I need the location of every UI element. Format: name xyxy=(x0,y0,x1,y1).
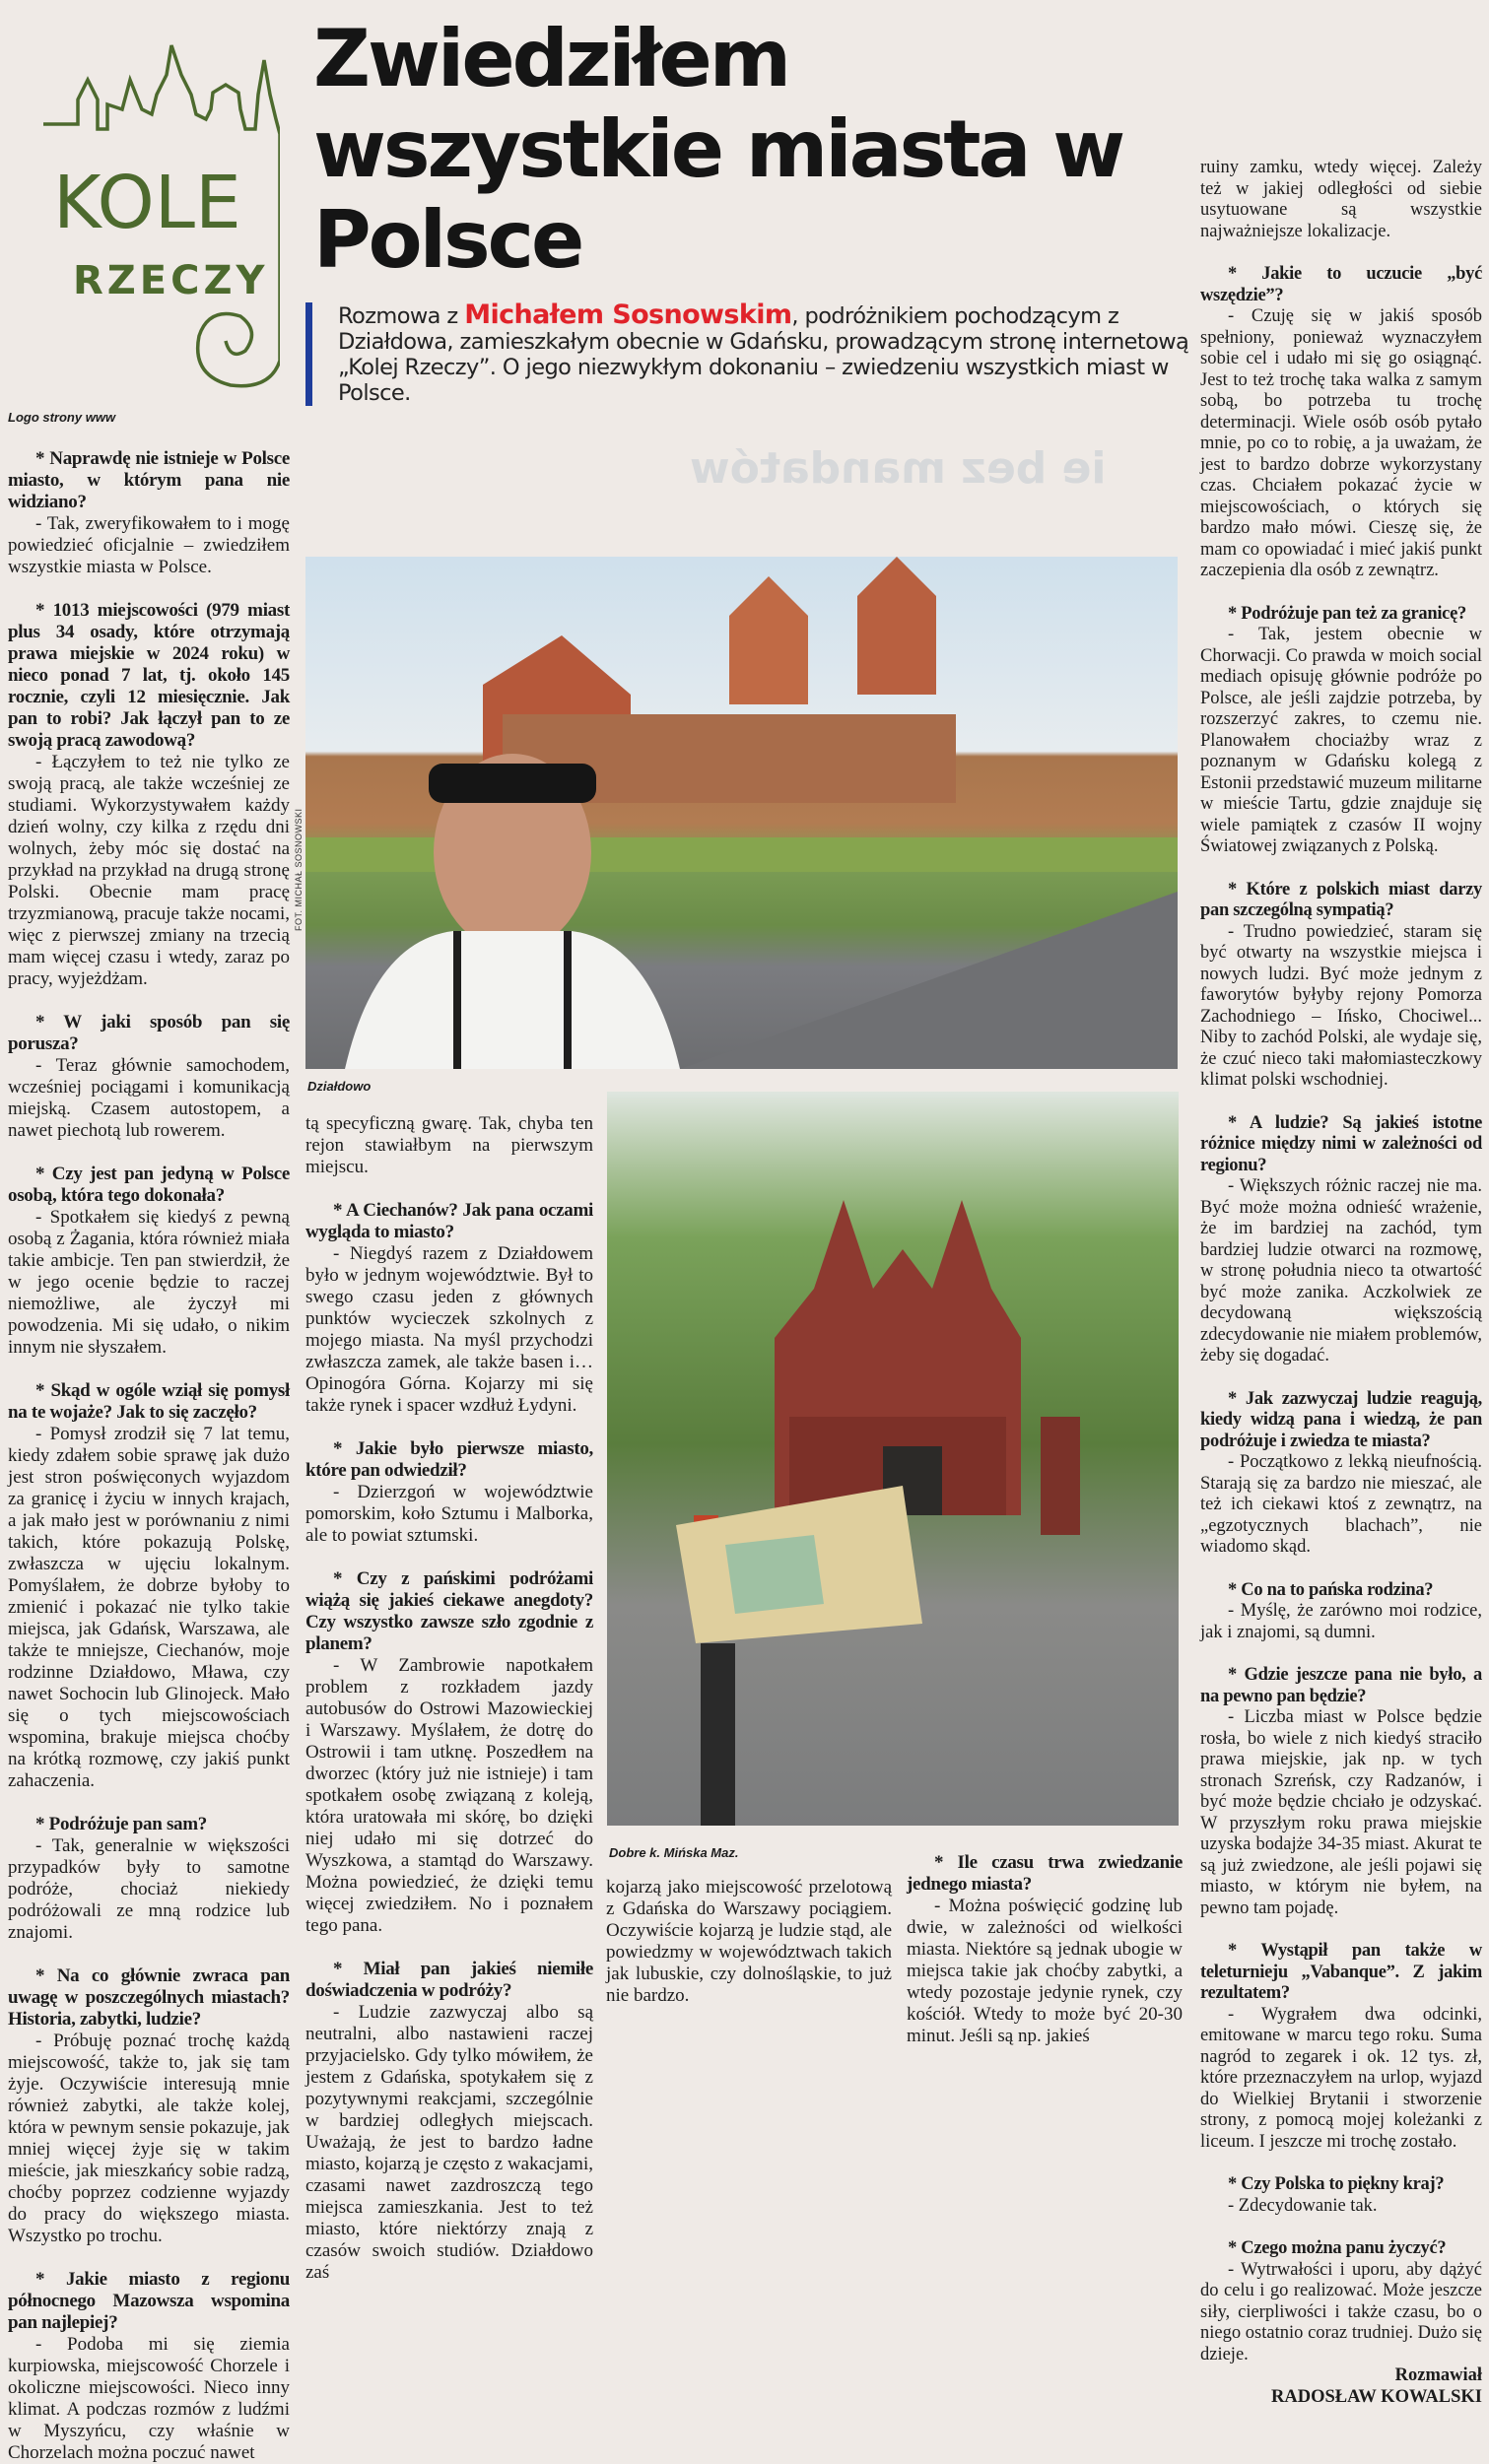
photo-credit: FOT. MICHAŁ SOSNOWSKI xyxy=(294,808,304,931)
question: * Czy z pańskimi podróżami wiążą się jakieś ciekawe anegdoty? Czy wszystko zawsze szło zgodnie z planem? xyxy=(305,1568,593,1654)
signature-label: Rozmawiał xyxy=(1394,2365,1482,2385)
question: * Jak zazwyczaj ludzie reagują, kiedy widzą pana i wiedzą, że pan podróżuje i zwiedza te miasta? xyxy=(1200,1388,1482,1451)
article-column-1 xyxy=(8,448,290,2464)
article-lead xyxy=(305,302,1205,406)
church-map-illustration xyxy=(607,1092,1179,1826)
answer-continued: kojarzą jako miejscowość przelotową z Gdańska do Warszawy pociągiem. Oczywiście kojarzą je ludzie stąd, ale powiedzmy w województwach takich jak lubuskie, czy dolnośląskie, to już nie bardzo. xyxy=(606,1877,892,2006)
lead-prefix: Rozmowa z xyxy=(338,303,465,329)
answer: - Spotkałem się kiedyś z pewną osobą z Żagania, która również miała takie ambicje. Ten pan stwierdził, że w jego ocenie będzie to raczej niemożliwe, ale życzył mi powodzenia. Mi się udało, o nikim innym nie słyszałem. xyxy=(8,1207,290,1358)
answer: - Teraz głównie samochodem, wcześniej pociągami i komunikacją miejską. Czasem autostopem, a nawet piechotą lub rowerem. xyxy=(8,1055,290,1141)
question: * Które z polskich miast darzy pan szczególną sympatią? xyxy=(1200,879,1482,920)
signature-author: RADOSŁAW KOWALSKI xyxy=(1270,2386,1482,2407)
answer: - Łączyłem to też nie tylko ze swoją pracą, ale także wcześniej ze studiami. Wykorzystywałem każdy dzień wolny, czy kilka z rzędu dni wolnych, żeby móc się dostać na przykład na przykład na drugą stronę Polski. Obecnie mam pracę trzyzmianową, pracuje także nocami, więc z pierwszej zmiany na trzecią mam więcej czasu i wtedy, zaraz po pracy, wyjeżdżam. xyxy=(8,752,290,989)
article-column-3 xyxy=(606,1877,892,2007)
answer: - Tak, jestem obecnie w Chorwacji. Co prawda w moich social mediach opisuję głównie podróże po Polsce, ale jeśli zajdzie potrzeba, by rozszerzyć zakres, to czemu nie. Planowałem chociażby wraz z poznanym w Gdańsku kolegą z Estonii przedstawić muzeum militarne w mieście Tartu, gdzie znajduje się wiele pamiątek z czasów II wojny Światowej związanych z Polską. xyxy=(1200,625,1482,856)
question: * A ludzie? Są jakieś istotne różnice między nimi w zależności od regionu? xyxy=(1200,1112,1482,1175)
article-column-2 xyxy=(305,1113,593,2284)
answer: - Wytrwałości i uporu, aby dążyć do celu i go realizować. Może jeszcze siły, cierpliwości i także czasu, bo o niego ostatnio coraz trudniej. Dużo się dzieje. xyxy=(1200,2259,1482,2364)
answer: - Trudno powiedzieć, staram się być otwarty na wszystkie miejsca i nowych ludzi. Być może jednym z faworytów byłyby rejony Pomorza Zachodniego – Ińsko, Chociwel... Niby to zachód Polski, ale wydaje się, że czuć nieco taki małomiasteczkowy klimat polski wschodniej. xyxy=(1200,921,1482,1090)
question: * Wystąpił pan także w teleturnieju „Vabanque”. Z jakim rezultatem? xyxy=(1200,1941,1482,2003)
question: * Podróżuje pan sam? xyxy=(35,1814,207,1834)
question: * W jaki sposób pan się porusza? xyxy=(8,1012,290,1054)
selfie-castle-illustration xyxy=(305,557,1178,1069)
question: * Podróżuje pan też za granicę? xyxy=(1228,603,1466,624)
photo-dobre-church-with-map xyxy=(607,1092,1179,1826)
question: * Skąd w ogóle wziął się pomysł na te wojaże? Jak to się zaczęło? xyxy=(8,1380,290,1423)
logo-caption: Logo strony www xyxy=(8,410,116,425)
article-column-5 xyxy=(1200,158,1482,2408)
svg-text:RZECZY: RZECZY xyxy=(73,258,269,303)
kolej-rzeczy-logo xyxy=(34,35,280,400)
question: * Czy jest pan jedyną w Polsce osobą, która tego dokonała? xyxy=(8,1164,290,1206)
question: * Jakie to uczucie „być wszędzie”? xyxy=(1200,264,1482,305)
answer: - Podoba mi się ziemia kurpiowska, miejscowość Chorzele i okoliczne miejscowości. Nieco inny klimat. A podczas rozmów z ludźmi w Myszyńcu, czy właśnie w Chorzelach można poczuć nawet xyxy=(8,2334,290,2463)
answer: - Wygrałem dwa odcinki, emitowane w marcu tego roku. Suma nagród to zegarek i ok. 12 tys. zł, które przeznaczyłem na urlop, wyjazd do Wielkiej Brytanii i stworzenie strony, z pomocą mojej koleżanki z liceum. I jeszcze mi trochę zostało. xyxy=(1200,2004,1482,2152)
question: * Jakie było pierwsze miasto, które pan odwiedził? xyxy=(305,1438,593,1481)
answer: - Ludzie zazwyczaj albo są neutralni, albo nastawieni raczej przyjacielsko. Gdy tylko mówiłem, że jestem z Gdańska, spotykałem się z pozytywnymi reakcjami, szczególnie w bardziej odległych miejscach. Uważają, że jest to bardzo ładne miasto, kojarzą je często z wakacjami, czasami nawet zazdroszczą tego miejsca zamieszkania. Jest to też miasto, które niektórzy znają z czasów swoich studiów. Działdowo zaś xyxy=(305,2002,593,2283)
photo-dzialdowo-castle-selfie xyxy=(305,557,1178,1069)
question: * 1013 miejscowości (979 miast plus 34 osady, które otrzymają prawa miejskie w 2024 roku) w nieco ponad 7 lat, tj. około 145 rocznie, czyli 12 miesięcznie. Jak pan to robi? Jak łączył pan to ze swoją pracą zawodową? xyxy=(8,600,290,751)
question: * A Ciechanów? Jak pana oczami wygląda to miasto? xyxy=(305,1200,593,1242)
answer: - Można poświęcić godzinę lub dwie, w zależności od wielkości miasta. Niektóre są jednak ubogie w miejsca takie jak choćby zabytki, a wtedy pozostaje jedynie rynek, czy kościół. Wtedy to może być 20-30 minut. Jeśli są np. jakieś xyxy=(907,1896,1183,2046)
question: * Czy Polska to piękny kraj? xyxy=(1228,2174,1445,2194)
question: * Naprawdę nie istnieje w Polsce miasto, w którym pana nie widziano? xyxy=(8,448,290,512)
answer: - Czuję się w jakiś sposób spełniony, ponieważ wyznaczyłem sobie cel i udało mi się go osiągnąć. Jest to też trochę taka walka z samym sobą, bo potrzeba tu trochę determinacji. Wiele osób osób pytało mnie, po co to robię, a ja uważam, że jest to bardzo dobrze wykorzystany czas. Chciałem pokazać życie w miejscowościach, o których się bardzo mało mówi. Cieszę się, że mam co opowiadać i mieć jakiś punkt zaczepienia dla osób z zewnątrz. xyxy=(1200,306,1482,580)
article-column-4 xyxy=(907,1852,1183,2047)
answer: - Liczba miast w Polsce będzie rosła, bo wiele z nich kiedyś straciło prawa miejskie, jak np. w tych stronach Szreńsk, czy Radzanów, i być może będzie chciało je odzyskać. W przyszłym roku prawa miejskie uzyska bodajże 34-35 miast. Akurat te są już zwiedzone, ale jeśli pojawi się miasto, w którym nie byłem, na pewno tam pojadę. xyxy=(1200,1707,1482,1918)
interviewee-name: Michałem Sosnowskim xyxy=(464,300,792,330)
answer: - Większych różnic raczej nie ma. Być może można odnieść wrażenie, że im bardziej na zachód, tym bardziej ludzie otwarci na rozmowę, w stronę południa nieco ta otwartość być może zanika. Aczkolwiek ze decydowaną większością zdecydowanie nie miałem problemów, żeby się dogadać. xyxy=(1200,1176,1482,1365)
city-skyline-spiral-icon xyxy=(34,35,280,400)
photo1-caption: Działdowo xyxy=(307,1079,372,1094)
answer-continued: ruiny zamku, wtedy więcej. Zależy też w jakiej odległości od siebie usytuowane są wszystkie najważniejsze lokalizacje. xyxy=(1200,158,1482,241)
answer: - Pomysł zrodził się 7 lat temu, kiedy zdałem sobie sprawę jak dużo jest stron poświęconych wyjazdom za granicę i życiu w innych krajach, a jak mało jest w porównaniu z nimi takich, które pokazują Polskę, zwłaszcza w ujęciu lokalnym. Pomyślałem, że dobrze byłoby to zmienić i pokazać nie tylko takie miejsca, jak Gdańsk, Warszawa, ale także te mniejsze, Ciechanów, moje rodzinne Działdowo, Mława, czy nawet Sochocin lub Glinojeck. Mało się o tych miejscowościach wspomina, brakuje miejsca choćby na krótką rozmowę, czy jakiś punkt zahaczenia. xyxy=(8,1424,290,1791)
question: * Na co głównie zwraca pan uwagę w poszczególnych miastach? Historia, zabytki, ludzie? xyxy=(8,1965,290,2030)
question: * Ile czasu trwa zwiedzanie jednego miasta? xyxy=(907,1852,1183,1895)
answer: - Próbuję poznać trochę każdą miejscowość, także to, jak się tam żyje. Oczywiście interesują mnie również zabytki, ale także kolej, która w pewnym sensie pokazuje, jak mniej więcej żyje się w takim mieście, jak mieszkańcy sobie radzą, choćby poprzez codzienne wyjazdy do pracy do większego miasta. Wszystko po trochu. xyxy=(8,2031,290,2246)
bleed-through-text: ie bez mandatów xyxy=(690,443,1107,494)
photo2-caption: Dobre k. Mińska Maz. xyxy=(609,1845,739,1860)
question: * Jakie miasto z regionu północnego Mazowsza wspomina pan najlepiej? xyxy=(8,2269,290,2333)
lead-suffix: , podróżnikiem pochodzącym z Działdowa, zamieszkałym obecnie w Gdańsku, prowadzącym stronę internetową „Kolej Rzeczy”. O jego niezwykłym dokonaniu – zwiedzeniu wszystkich miast w Polsce. xyxy=(338,303,1189,406)
answer-continued: tą specyficzną gwarę. Tak, chyba ten rejon stawiałbym na pierwszym miejscu. xyxy=(305,1113,593,1177)
article-headline: Zwiedziłem wszystkie miasta w Polsce xyxy=(313,13,1123,286)
answer: - Początkowo z lekką nieufnością. Starają się za bardzo nie mieszać, ale też ich ciekawi ktoś z zewnątrz, na „egzotycznych blachach”, nie wiadomo skąd. xyxy=(1200,1452,1482,1557)
question: * Czego można panu życzyć? xyxy=(1228,2238,1447,2258)
question: * Miał pan jakieś niemiłe doświadczenia w podróży? xyxy=(305,1959,593,2001)
answer: - Zdecydowanie tak. xyxy=(1228,2195,1378,2216)
answer: - Dzierzgoń w województwie pomorskim, koło Sztumu i Malborka, ale to powiat sztumski. xyxy=(305,1482,593,1546)
answer: - Niegdyś razem z Działdowem było w jednym województwie. Był to swego czasu jeden z głównych punktów wycieczek szkolnych z mojego miasta. Na myśl przychodzi zwłaszcza zamek, ale także basen i… Opinogóra Górna. Kojarzy mi się także rynek i spacer wzdłuż Łydyni. xyxy=(305,1243,593,1416)
question: * Co na to pańska rodzina? xyxy=(1228,1579,1434,1600)
answer: - Tak, zweryfikowałem to i mogę powiedzieć oficjalnie – zwiedziłem wszystkie miasta w Polsce. xyxy=(8,513,290,577)
answer: - Tak, generalnie w większości przypadków były to samotne podróże, chociaż niekiedy podróżowali ze mną rodzice lub znajomi. xyxy=(8,1835,290,1943)
answer: - W Zambrowie napotkałem problem z rozkładem jazdy autobusów do Ostrowi Mazowieckiej i Warszawy. Myślałem, że dotrę do Ostrowii i tam utknę. Poszedłem na dworzec (który już nie istnieje) i tam spotkałem osobę związaną z koleją, która uratowała mi skórę, bo dzięki niej udało mi się dotrzeć do Wyszkowa, a stamtąd do Warszawy. Można powiedzieć, że dzięki temu więcej zwiedziłem. No i poznałem tego pana. xyxy=(305,1655,593,1936)
answer: - Myślę, że zarówno moi rodzice, jak i znajomi, są dumni. xyxy=(1200,1601,1482,1642)
svg-text:KOLE: KOLE xyxy=(53,161,241,245)
question: * Gdzie jeszcze pana nie było, a na pewno pan będzie? xyxy=(1200,1665,1482,1706)
